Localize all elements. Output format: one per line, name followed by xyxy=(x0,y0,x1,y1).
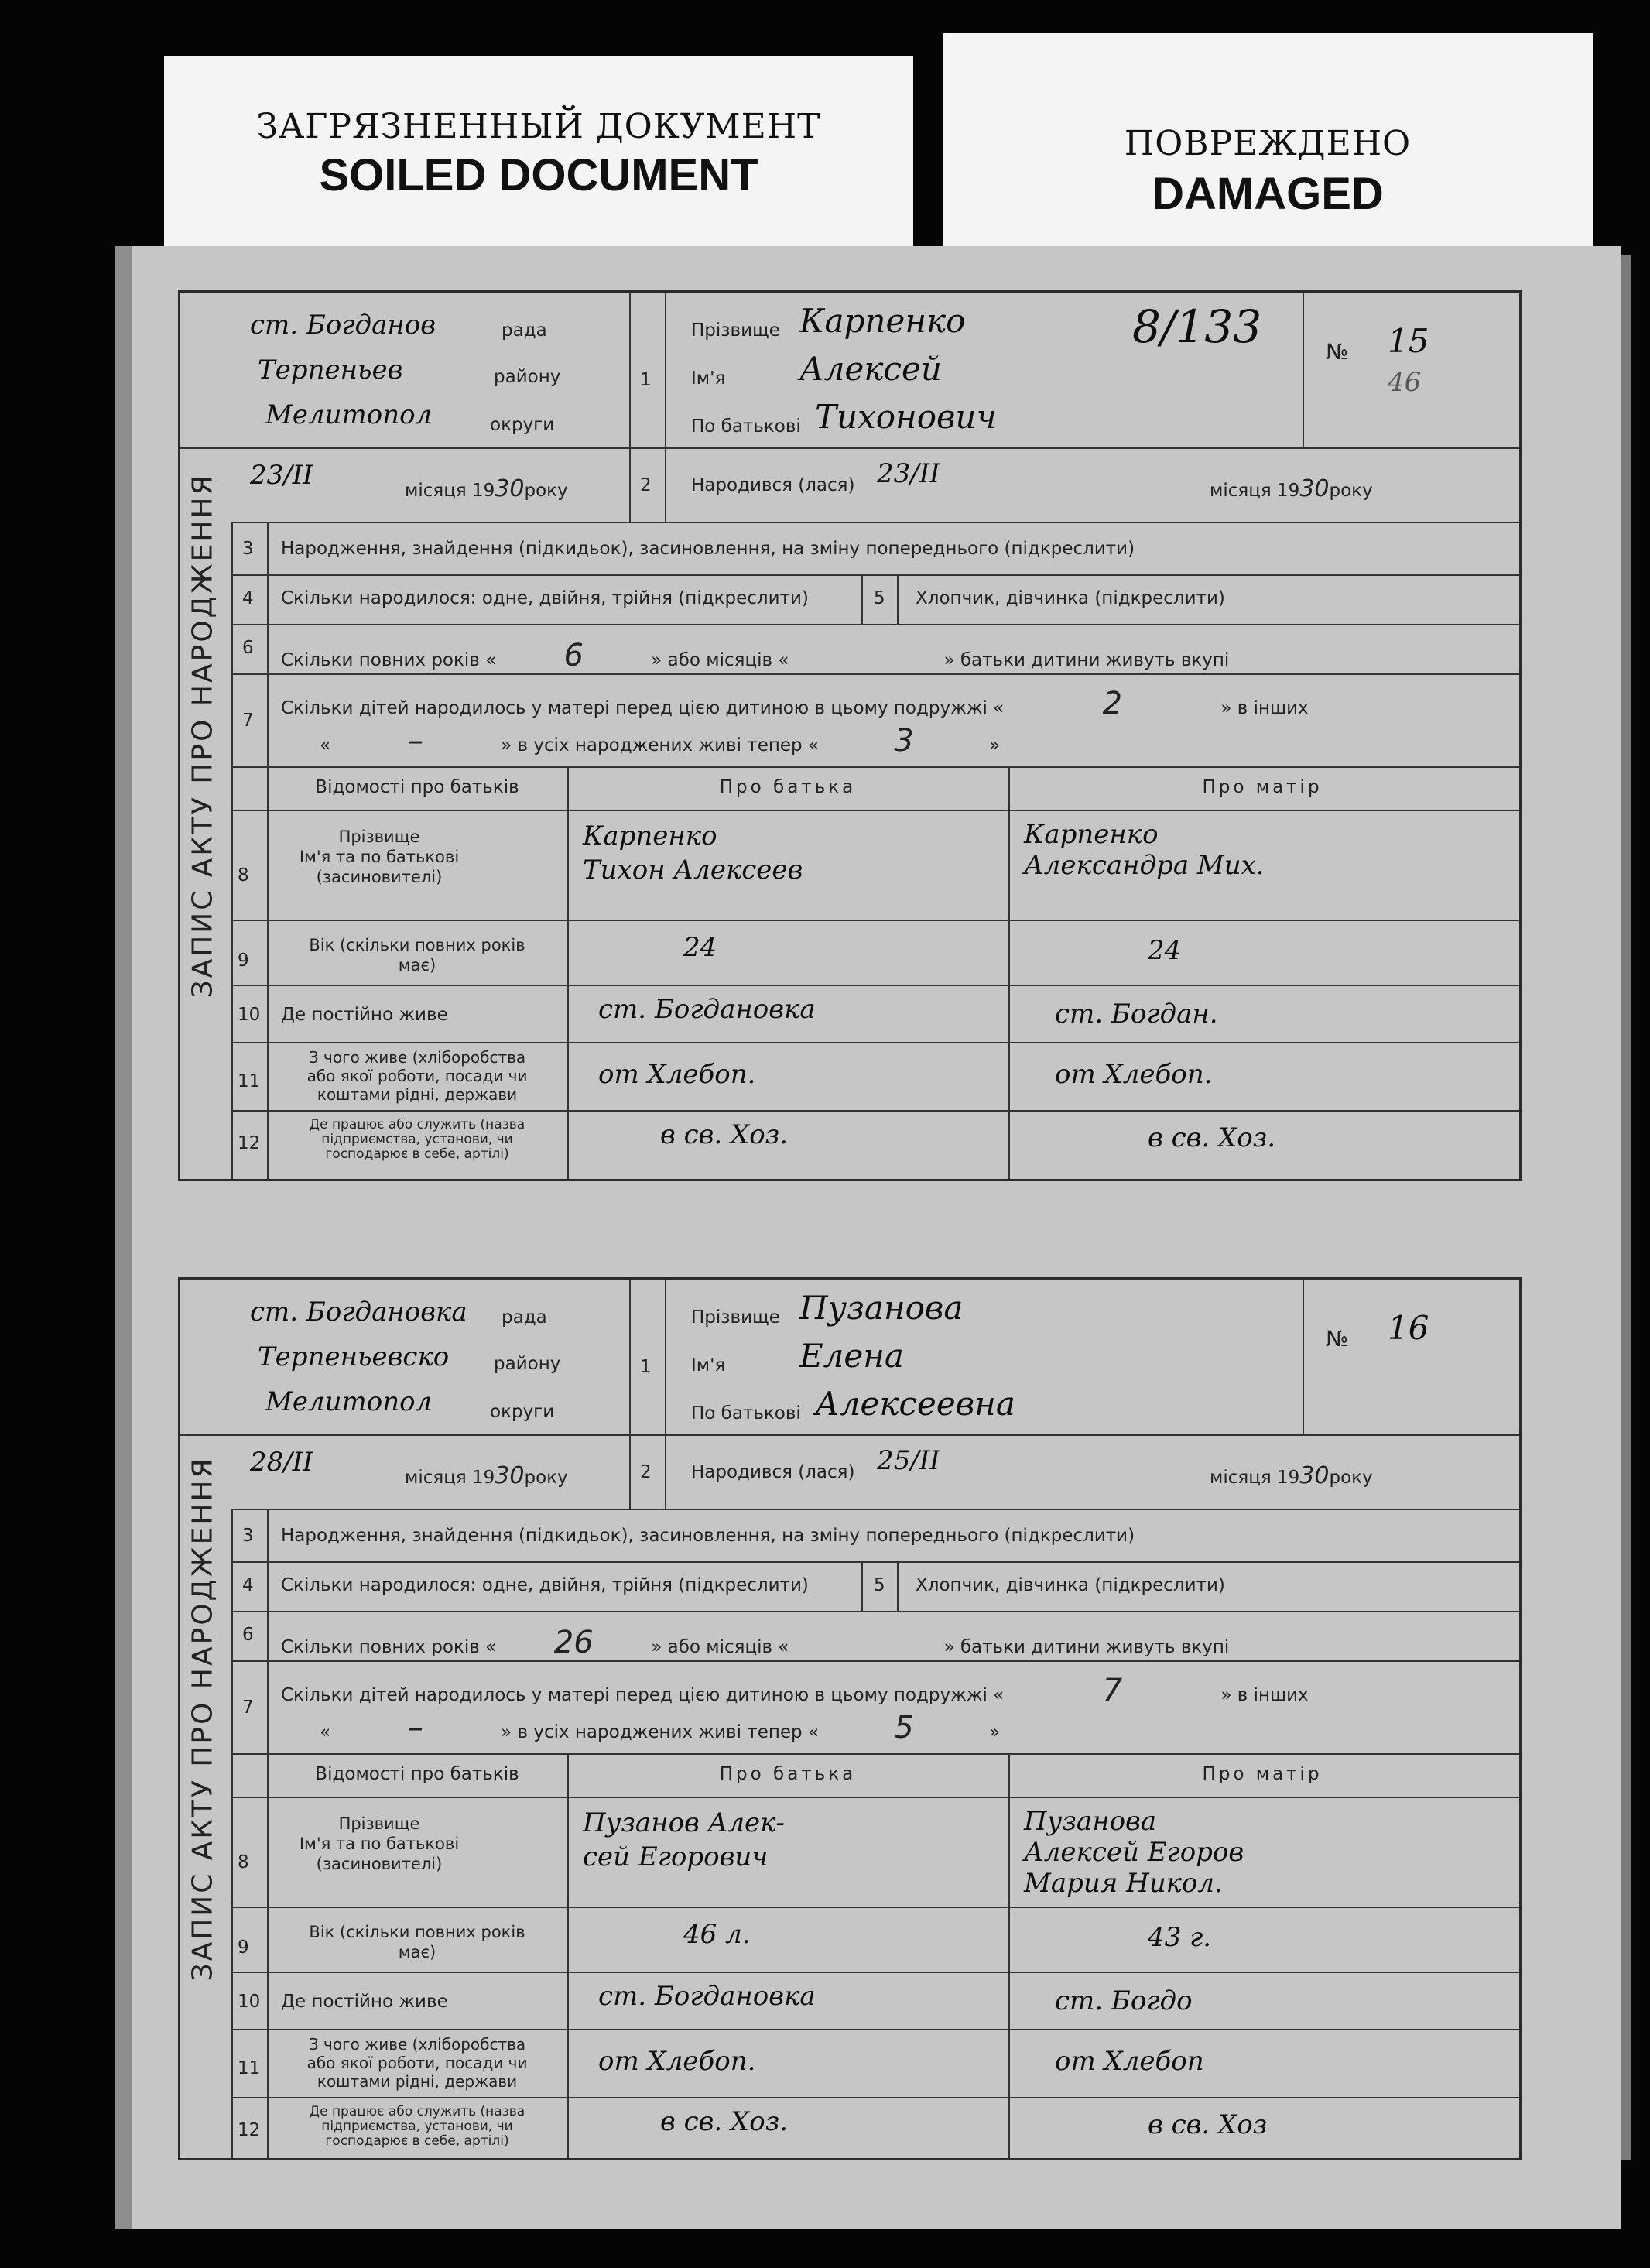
mother-name: Карпенко Александра Мих. xyxy=(1024,819,1265,881)
okrug-value: Мелитопол xyxy=(265,399,433,430)
archive-stamp: 8/133 xyxy=(1132,300,1262,353)
form-text: 30 xyxy=(1299,1462,1330,1489)
form-text: ЗАПИС АКТУ ПРО НАРОДЖЕННЯ xyxy=(187,473,219,999)
banner-right-ru: ПОВРЕЖДЕНО xyxy=(1124,124,1412,163)
form-text: ст. Богдановка xyxy=(250,1297,467,1328)
num-7: 7 xyxy=(242,1698,254,1718)
row4-text: Скільки народилося: одне, двійня, трійня (підкреслити) xyxy=(281,1575,809,1595)
father-residence: ст. Богдановка xyxy=(598,994,816,1025)
mother-age: 43 г. xyxy=(1148,1922,1212,1953)
rayon-value: Терпеньев xyxy=(258,355,403,385)
form-text: 19 xyxy=(472,1468,495,1488)
name-value: Алексей xyxy=(799,350,942,388)
soiled-document-banner xyxy=(164,56,913,249)
father-name: Карпенко Тихон Алексеев xyxy=(583,821,803,886)
patronymic-label: По батькові xyxy=(691,1403,801,1423)
row8-label: Прізвище Ім'я та по батькові (засиновителі) xyxy=(299,1814,460,1873)
side-label xyxy=(177,1280,228,2158)
father-age: 24 xyxy=(683,932,717,963)
form-text: Скільки дітей народилось у матері перед цією дитиною в цьому подружжі « xyxy=(281,698,1005,718)
row11-label: З чого живе (хліборобства або якої роботи, посади чи коштами рідні, держави xyxy=(306,2035,528,2091)
name-label: Ім'я xyxy=(691,1355,726,1376)
form-text: року xyxy=(1329,1468,1373,1488)
row12-label: Де працює або служить (назва підприємства, установи, чи господарює в себе, артілі) xyxy=(309,2104,525,2149)
row4-text: Скільки народилося: одне, двійня, трійня (підкреслити) xyxy=(281,588,809,608)
name-value: Елена xyxy=(799,1337,904,1375)
birth-record-2 xyxy=(178,1277,1522,2160)
reg-date-value: 28/II xyxy=(250,1447,313,1478)
father-age: 46 л. xyxy=(683,1919,751,1950)
form-text: » або місяців « xyxy=(651,650,789,670)
parents-header: Відомості про батьків xyxy=(315,777,519,797)
form-text: Скільки повних років « xyxy=(281,1637,497,1657)
born-label: Народився (лася) xyxy=(691,1462,855,1482)
row7-line1 xyxy=(281,1673,1309,1708)
row7-line2 xyxy=(320,1710,1000,1746)
rayon-value: Терпеньевско xyxy=(258,1341,450,1372)
record-no-value: 15 xyxy=(1388,322,1429,360)
num-3: 3 xyxy=(242,539,254,559)
father-income: от Хлебоп. xyxy=(598,2046,756,2077)
father-residence: ст. Богдановка xyxy=(598,1981,816,2012)
row7-line1 xyxy=(281,686,1309,721)
form-text: 30 xyxy=(495,475,525,502)
form-text: 30 xyxy=(1299,475,1330,502)
form-text: « xyxy=(320,1722,331,1742)
form-text: » батьки дитини живуть вкупі xyxy=(943,650,1230,670)
form-text: » батьки дитини живуть вкупі xyxy=(943,1637,1230,1657)
reg-month-label xyxy=(405,1462,568,1489)
side-label xyxy=(177,293,228,1179)
num-10: 10 xyxy=(238,1992,261,2012)
num-12: 12 xyxy=(238,2120,261,2140)
form-text: ЗАПИС АКТУ ПРО НАРОДЖЕННЯ xyxy=(187,1456,219,1982)
num-2: 2 xyxy=(640,1462,652,1482)
form-text: 19 xyxy=(1277,481,1300,501)
rayon-label: району xyxy=(494,367,561,387)
born-label: Народився (лася) xyxy=(691,475,855,495)
birth-date-value: 23/II xyxy=(877,458,940,489)
damaged-banner xyxy=(943,33,1593,265)
okrug-value: Мелитопол xyxy=(265,1386,433,1417)
form-text: » xyxy=(989,1722,1001,1742)
rada-field xyxy=(250,310,436,341)
okrug-label: округи xyxy=(490,415,555,435)
banner-left-ru: ЗАГРЯЗНЕННЫЙ ДОКУМЕНТ xyxy=(256,107,821,146)
patronymic-label: По батькові xyxy=(691,416,801,437)
rada-label: рада xyxy=(502,1307,547,1328)
mother-work: в св. Хоз. xyxy=(1148,1122,1276,1153)
birth-date-value: 25/II xyxy=(877,1445,940,1476)
row11-label: З чого живе (хліборобства або якої роботи, посади чи коштами рідні, держави xyxy=(306,1048,528,1104)
mother-work: в св. Хоз xyxy=(1148,2109,1268,2140)
banner-right-en: DAMAGED xyxy=(1152,169,1384,219)
form-text: 30 xyxy=(495,1462,525,1489)
rayon-label: району xyxy=(494,1354,561,1374)
form-text: року xyxy=(524,481,568,501)
row3-text: Народження, знайдення (підкидьок), засиновлення, на зміну попереднього (підкреслити) xyxy=(281,1526,1135,1546)
form-text: » в усіх народжених живі тепер « xyxy=(501,1722,820,1742)
mother-name: Пузанова Алексей Егоров Мария Никол. xyxy=(1024,1806,1244,1899)
birth-month-label xyxy=(1210,475,1373,502)
num-9: 9 xyxy=(238,1937,249,1958)
form-text: » в усіх народжених живі тепер « xyxy=(501,735,820,755)
form-text: 3 xyxy=(894,723,914,759)
surname-value: Карпенко xyxy=(799,302,966,340)
banner-left-en: SOILED DOCUMENT xyxy=(319,150,758,200)
form-text: 2 xyxy=(1102,686,1123,721)
mother-residence: ст. Богдо xyxy=(1055,1985,1193,2016)
father-work: в св. Хоз. xyxy=(660,1119,789,1150)
record-no-value: 16 xyxy=(1388,1309,1429,1347)
name-label: Ім'я xyxy=(691,368,726,389)
okrug-label: округи xyxy=(490,1402,555,1422)
father-income: от Хлебоп. xyxy=(598,1059,756,1090)
father-name: Пузанов Алек- сей Егорович xyxy=(583,1807,785,1872)
form-text: місяця xyxy=(405,1468,467,1488)
mother-header: Про матір xyxy=(1202,777,1323,797)
form-text: Скільки дітей народилось у матері перед цією дитиною в цьому подружжі « xyxy=(281,1685,1005,1705)
form-text: 7 xyxy=(1102,1673,1123,1708)
row6-text xyxy=(281,638,1229,673)
row5-text: Хлопчик, дівчинка (підкреслити) xyxy=(916,1575,1225,1595)
form-text: » в інших xyxy=(1220,698,1309,718)
form-text: року xyxy=(1329,481,1373,501)
mother-income: от Хлебоп xyxy=(1055,2046,1204,2077)
patronymic-value: Алексеевна xyxy=(815,1385,1015,1423)
form-text: 6 xyxy=(563,638,584,673)
form-text: » xyxy=(989,735,1001,755)
form-text: ст. Богданов xyxy=(250,310,436,341)
father-header: Про батька xyxy=(719,1764,857,1784)
num-1: 1 xyxy=(640,1357,652,1377)
form-text: 26 xyxy=(553,1625,594,1660)
row6-text xyxy=(281,1625,1229,1660)
reg-month-label xyxy=(405,475,568,502)
num-8: 8 xyxy=(238,1852,249,1872)
num-12: 12 xyxy=(238,1133,261,1153)
form-text: місяця xyxy=(405,481,467,501)
mother-age: 24 xyxy=(1148,935,1182,966)
num-6: 6 xyxy=(242,638,254,658)
num-4: 4 xyxy=(242,1575,254,1595)
form-text: року xyxy=(524,1468,568,1488)
row10-label: Де постійно живе xyxy=(281,1005,448,1025)
record-no-extra: 46 xyxy=(1388,367,1422,398)
form-text: « xyxy=(320,735,331,755)
form-text: – xyxy=(408,1710,424,1746)
parents-header: Відомості про батьків xyxy=(315,1764,519,1784)
mother-residence: ст. Богдан. xyxy=(1055,999,1218,1030)
row7-line2 xyxy=(320,723,1000,759)
father-header: Про батька xyxy=(719,777,857,797)
birth-record-1 xyxy=(178,290,1522,1181)
num-11: 11 xyxy=(238,2058,261,2078)
reg-date-value: 23/II xyxy=(250,460,313,491)
num-5: 5 xyxy=(874,588,885,608)
mother-header: Про матір xyxy=(1202,1764,1323,1784)
num-3: 3 xyxy=(242,1526,254,1546)
surname-label: Прізвище xyxy=(691,320,780,341)
num-5: 5 xyxy=(874,1575,885,1595)
form-text: 19 xyxy=(1277,1468,1300,1488)
row3-text: Народження, знайдення (підкидьок), засиновлення, на зміну попереднього (підкреслити) xyxy=(281,539,1135,559)
birth-month-label xyxy=(1210,1462,1373,1489)
form-text: 19 xyxy=(472,481,495,501)
rada-field xyxy=(250,1297,467,1328)
surname-value: Пузанова xyxy=(799,1289,964,1327)
row9-label: Вік (скільки повних років має) xyxy=(309,1923,525,1961)
num-1: 1 xyxy=(640,370,652,390)
form-text: 5 xyxy=(894,1710,914,1746)
form-text: місяця xyxy=(1210,1468,1272,1488)
num-11: 11 xyxy=(238,1071,261,1091)
num-7: 7 xyxy=(242,711,254,731)
num-9: 9 xyxy=(238,951,249,971)
record-no-label: № xyxy=(1326,339,1349,365)
form-text: Скільки повних років « xyxy=(281,650,497,670)
num-10: 10 xyxy=(238,1005,261,1025)
form-text: – xyxy=(408,723,424,759)
row5-text: Хлопчик, дівчинка (підкреслити) xyxy=(916,588,1225,608)
father-work: в св. Хоз. xyxy=(660,2106,789,2137)
patronymic-value: Тихонович xyxy=(815,398,997,436)
form-text: » в інших xyxy=(1220,1685,1309,1705)
row12-label: Де працює або служить (назва підприємства, установи, чи господарює в себе, артілі) xyxy=(309,1117,525,1162)
num-6: 6 xyxy=(242,1625,254,1645)
num-2: 2 xyxy=(640,475,652,495)
surname-label: Прізвище xyxy=(691,1307,780,1328)
row9-label: Вік (скільки повних років має) xyxy=(309,936,525,975)
form-text: місяця xyxy=(1210,481,1272,501)
form-text: » або місяців « xyxy=(651,1637,789,1657)
num-8: 8 xyxy=(238,865,249,886)
row8-label: Прізвище Ім'я та по батькові (засиновителі) xyxy=(299,827,460,886)
num-4: 4 xyxy=(242,588,254,608)
mother-income: от Хлебоп. xyxy=(1055,1059,1213,1090)
row10-label: Де постійно живе xyxy=(281,1992,448,2012)
record-no-label: № xyxy=(1326,1326,1349,1352)
rada-label: рада xyxy=(502,320,547,341)
